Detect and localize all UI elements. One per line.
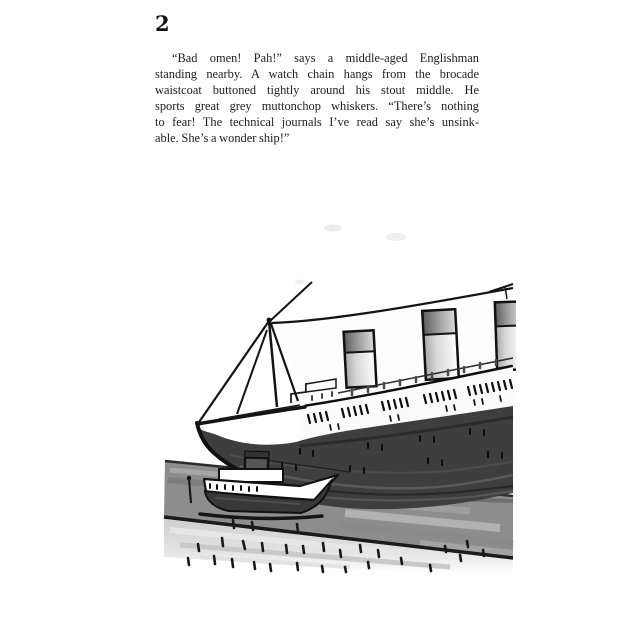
funnel-1: [344, 330, 377, 387]
paragraph-line: standing nearby. A watch chain hangs from the brocade: [155, 66, 479, 81]
paragraph-line: “Bad omen! Pah!” says a middle-aged Englishman: [172, 51, 479, 65]
paragraph-line: to fear! The technical journals I’ve read say she’s unsink-: [155, 114, 479, 129]
paragraph-line: able. She’s a wonder ship!”: [155, 130, 290, 145]
story-paragraph: [155, 51, 479, 146]
page-number: 2: [155, 11, 171, 36]
smoke-wisps: [295, 225, 407, 285]
paragraph-line: waistcoat buttoned tightly around his stout middle. He: [155, 82, 479, 97]
paragraph-line: sports great grey muttonchop whiskers. “There’s nothing: [155, 98, 479, 113]
titanic-illustration: [160, 180, 516, 580]
